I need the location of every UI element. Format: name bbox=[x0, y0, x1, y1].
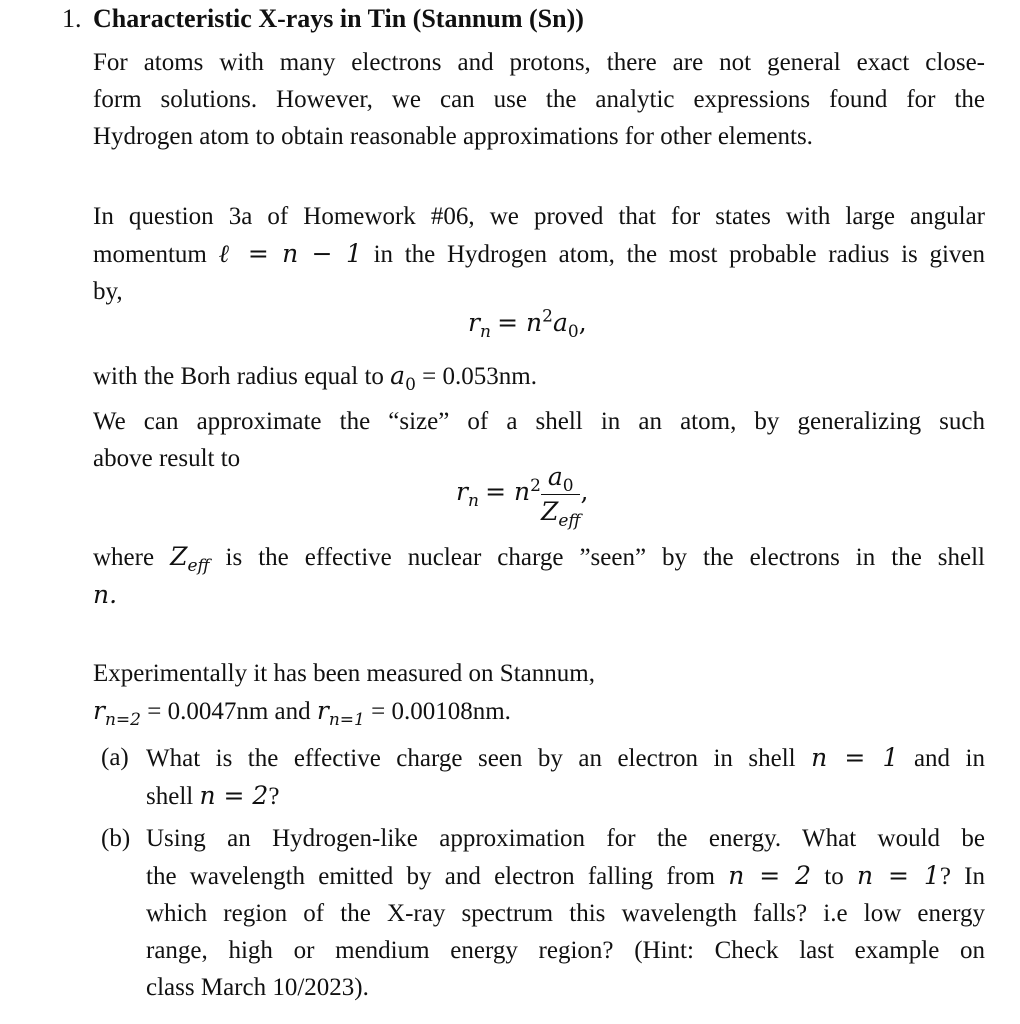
part-b-line-2 bbox=[146, 857, 985, 895]
homework-line-2-post: in the Hydrogen atom, the most probable radius is given bbox=[361, 241, 985, 268]
part-a-post: and in bbox=[898, 745, 985, 772]
equation-effective-radius bbox=[456, 462, 589, 531]
eq2-den: Z bbox=[540, 497, 559, 526]
experiment-line-2 bbox=[93, 692, 985, 730]
eq2-den-sub: eff bbox=[558, 511, 581, 531]
equation-bohr-radius bbox=[468, 306, 587, 342]
part-a-line2-pre: shell bbox=[146, 783, 200, 810]
bohr-a-sub: 0 bbox=[405, 375, 416, 395]
homework-line-3: by, bbox=[93, 278, 123, 305]
eq1-rhs-tail-sub: 0 bbox=[567, 322, 579, 342]
experiment-paragraph bbox=[93, 655, 985, 730]
part-a-math-2: n = 2 bbox=[199, 781, 269, 810]
where-line-1 bbox=[93, 538, 985, 576]
part-b-body bbox=[146, 820, 985, 1006]
part-a-label: (a) bbox=[101, 744, 129, 771]
intro-paragraph bbox=[93, 44, 985, 155]
exp-r1-sub: n=2 bbox=[104, 710, 141, 730]
part-b-label: (b) bbox=[101, 825, 131, 852]
generalize-line-1: We can approximate the “size” of a shell in an atom, by generalizing such bbox=[93, 408, 985, 435]
eq2-num-sub: 0 bbox=[562, 476, 574, 496]
where-post: is the effective nuclear charge ”seen” by the electrons in the shell bbox=[209, 544, 985, 571]
where-pre: where bbox=[93, 544, 171, 571]
part-a-body bbox=[146, 739, 985, 815]
intro-line-3: Hydrogen atom to obtain reasonable approximations for other elements. bbox=[93, 123, 813, 150]
exp-r1-val: = 0.0047nm and bbox=[140, 698, 317, 725]
intro-line-1: For atoms with many electrons and protons, there are not general exact close- bbox=[93, 49, 985, 76]
part-b-line-5: class March 10/2023). bbox=[146, 974, 369, 1001]
part-b-line-3: which region of the X-ray spectrum this wavelength falls? i.e low energy bbox=[146, 900, 985, 927]
part-a-line-1 bbox=[146, 739, 985, 777]
eq2-lhs-sub: n bbox=[467, 491, 479, 512]
part-a-math-1: n = 1 bbox=[811, 743, 899, 772]
eq1-lhs: r bbox=[468, 308, 480, 337]
homework-line-2 bbox=[93, 235, 985, 273]
part-b-line2-mid: to bbox=[811, 863, 857, 890]
eq2-lhs: r bbox=[456, 477, 468, 507]
where-z: Z bbox=[170, 542, 188, 571]
eq2-fraction bbox=[540, 462, 581, 531]
intro-line-2: form solutions. However, we can use the analytic expressions found for the bbox=[93, 86, 985, 113]
exp-r2: r bbox=[316, 696, 329, 725]
eq2-sup: 2 bbox=[530, 475, 541, 496]
eq2-num: a bbox=[547, 462, 563, 491]
part-a-line2-post: ? bbox=[268, 783, 280, 810]
part-b-math-2: n = 1 bbox=[856, 861, 940, 890]
part-b-line-1: Using an Hydrogen-like approximation for the energy. What would be bbox=[146, 825, 985, 852]
where-line-2: n. bbox=[93, 580, 118, 609]
angular-momentum-math: ℓ = n − 1 bbox=[218, 239, 362, 268]
eq2-comma: , bbox=[580, 477, 589, 507]
part-b bbox=[101, 820, 985, 1010]
bohr-text: with the Borh radius equal to bbox=[93, 363, 391, 390]
eq1-rhs-tail: a bbox=[552, 308, 568, 337]
generalize-line-2: above result to bbox=[93, 445, 241, 472]
eq1-rhs-sup: 2 bbox=[542, 306, 553, 327]
experiment-line-1: Experimentally it has been measured on Stannum, bbox=[93, 660, 595, 687]
exp-r2-sub: n=1 bbox=[328, 710, 365, 730]
eq1-comma: , bbox=[578, 308, 587, 337]
part-b-math-1: n = 2 bbox=[728, 861, 812, 890]
part-b-line-4: range, high or mendium energy region? (Hint: Check last example on bbox=[146, 937, 985, 964]
homework-line-2-pre: momentum bbox=[93, 241, 219, 268]
bohr-radius-line bbox=[93, 357, 985, 395]
where-paragraph bbox=[93, 538, 985, 613]
eq1-rhs: = n bbox=[497, 308, 543, 337]
question-number: 1. bbox=[62, 4, 82, 33]
eq2-n: = n bbox=[485, 477, 531, 507]
part-b-line2-pre: the wavelength emitted by and electron falling from bbox=[146, 863, 729, 890]
homework-line-1: In question 3a of Homework #06, we proved that for states with large angular bbox=[93, 203, 985, 230]
bohr-value: = 0.053nm. bbox=[415, 363, 537, 390]
part-a-line-2 bbox=[146, 777, 985, 815]
exp-r1: r bbox=[93, 696, 105, 725]
exp-r2-val: = 0.00108nm. bbox=[364, 698, 511, 725]
eq1-lhs-sub: n bbox=[479, 322, 491, 342]
where-z-sub: eff bbox=[187, 556, 210, 576]
part-b-line2-post: ? In bbox=[939, 863, 985, 890]
bohr-a: a bbox=[390, 361, 406, 390]
homework-paragraph bbox=[93, 198, 985, 310]
part-a-pre: What is the effective charge seen by an electron in shell bbox=[146, 745, 812, 772]
part-a bbox=[101, 739, 985, 819]
question-title: Characteristic X-rays in Tin (Stannum (Sn)) bbox=[93, 4, 584, 33]
